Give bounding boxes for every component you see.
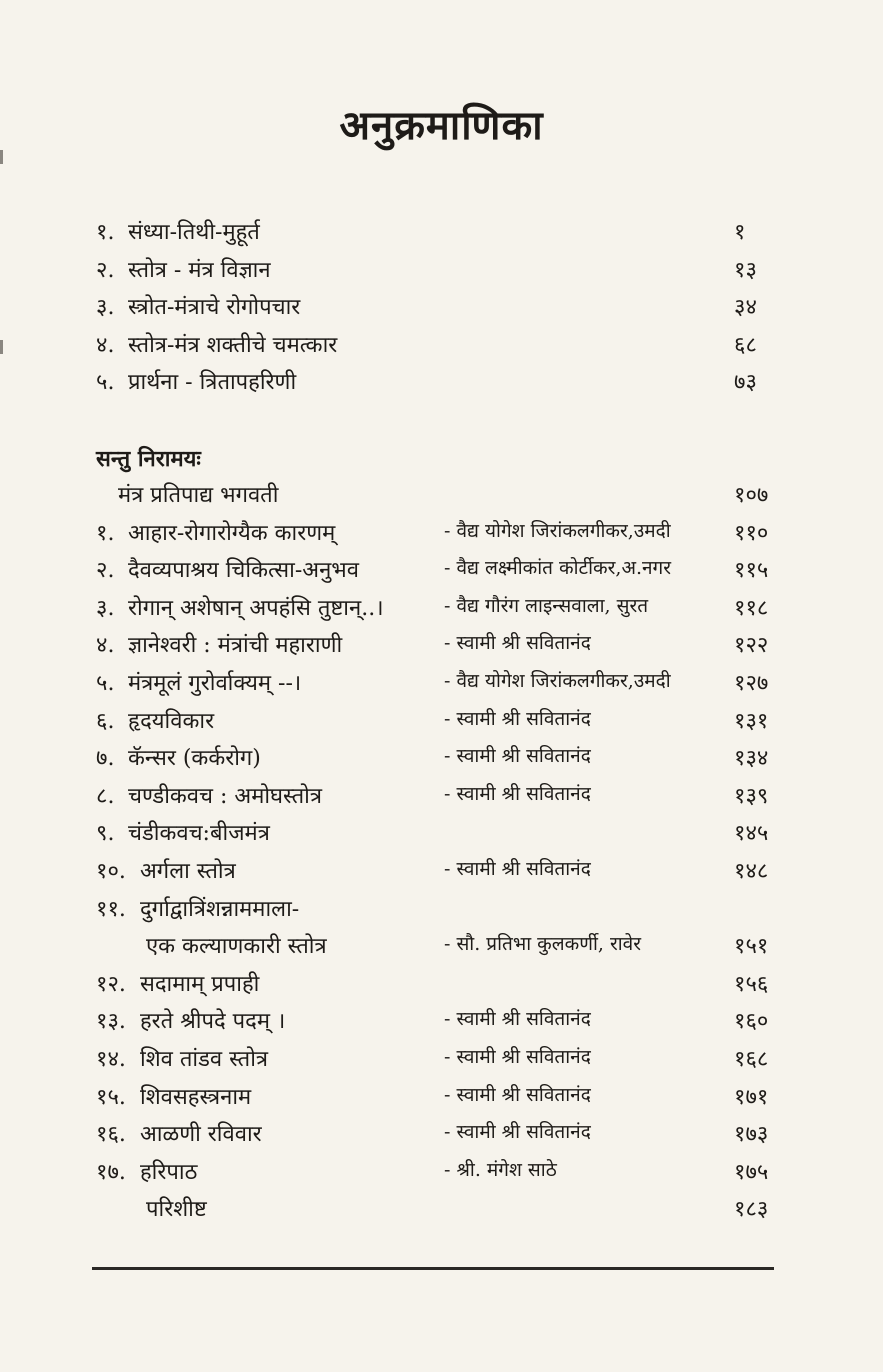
toc-entry [0, 629, 883, 665]
toc-entry-number: ६. [96, 708, 115, 734]
toc-entry-title: परिशीष्ट [146, 1197, 207, 1223]
toc-entry-page: ३४ [734, 295, 757, 320]
toc-entry-page: १८३ [734, 1197, 769, 1223]
toc-entry-title: अर्गला स्तोत्र [140, 859, 236, 884]
toc-entry-page: १३ [734, 257, 757, 283]
toc-entry-title: शिव तांडव स्तोत्र [140, 1047, 269, 1072]
toc-entry-number: २. [96, 257, 115, 283]
toc-entry-number: १७. [96, 1159, 126, 1185]
toc-entry-title: दुर्गाद्वात्रिंशन्नाममाला- [140, 896, 300, 922]
toc-entry-title: स्तोत्र - मंत्र विज्ञान [128, 257, 271, 283]
toc-entry [0, 366, 883, 402]
toc-entry-page: १३९ [734, 783, 769, 809]
toc-entry [0, 742, 883, 778]
toc-entry-author: - स्वामी श्री सवितानंद [444, 1121, 591, 1144]
toc-entry-number: ३. [96, 295, 115, 320]
toc-entry-number: ८. [96, 783, 115, 809]
toc-entry-page: १५१ [734, 934, 769, 960]
toc-entry-title: आळणी रविवार [140, 1122, 262, 1148]
toc-entry [0, 1043, 883, 1079]
toc-entry-author: - स्वामी श्री सवितानंद [444, 1008, 591, 1031]
toc-entry-title: दैवव्यपाश्रय चिकित्सा-अनुभव [128, 558, 359, 584]
toc-entry [0, 554, 883, 590]
page-title: अनुक्रमाणिका [339, 103, 544, 149]
toc-entry-title: एक कल्याणकारी स्तोत्र [146, 934, 327, 960]
scan-edge-mark [0, 150, 3, 164]
toc-entry-page: १ [734, 220, 746, 245]
toc-entry-page: १०७ [734, 483, 769, 508]
toc-entry [0, 817, 883, 853]
toc-entry-page: ११८ [734, 595, 769, 621]
toc-entry-author: - श्री. मंगेश साठे [444, 1158, 557, 1181]
toc-entry-author: - वैद्य लक्ष्मीकांत कोर्टीकर,अ.नगर [444, 557, 672, 580]
toc-entry-number: १२. [96, 971, 126, 997]
toc-entry-title: स्त्रोत-मंत्राचे रोगोपचार [128, 295, 301, 320]
toc-entry-title: रोगान् अशेषान् अपहंसि तुष्टान्..। [128, 595, 384, 621]
toc-entry-title: आहार-रोगारोग्यैक कारणम् [128, 520, 336, 546]
toc-entry-page: ११० [734, 520, 769, 546]
toc-entry-title: कॅन्सर (कर्करोग) [128, 746, 261, 772]
toc-entry-author: - स्वामी श्री सवितानंद [444, 707, 591, 730]
bottom-rule [92, 1267, 774, 1270]
toc-entry-page: १२७ [734, 671, 769, 696]
toc-entry-number: ५. [96, 671, 115, 696]
toc-entry-number: ३. [96, 595, 115, 621]
toc-entry-number: २. [96, 558, 115, 584]
toc-entry-page: १६८ [734, 1047, 769, 1072]
toc-entry-number: ५. [96, 370, 115, 395]
section-heading: सन्तु निरामयः [96, 447, 201, 472]
toc-entry [0, 1005, 883, 1041]
toc-entry-page: १७१ [734, 1084, 769, 1110]
toc-entry-page: १७५ [734, 1159, 769, 1185]
toc-entry [0, 930, 883, 966]
toc-entry-title: हरिपाठ [140, 1159, 198, 1185]
toc-entry-number: १३. [96, 1009, 126, 1035]
toc-entry-number: १. [96, 520, 115, 546]
toc-entry-author: - स्वामी श्री सवितानंद [444, 1083, 591, 1106]
toc-entry-author: - वैद्य योगेश जिरांकलगीकर,उमदी [444, 519, 671, 542]
toc-entry [0, 291, 883, 327]
toc-entry-page: १४५ [734, 821, 769, 847]
toc-entry-page: ६८ [734, 332, 757, 358]
toc-entry [0, 329, 883, 365]
toc-entry [0, 216, 883, 252]
toc-entry-author: - स्वामी श्री सवितानंद [444, 632, 591, 655]
toc-entry-number: १६. [96, 1122, 126, 1148]
toc-entry [0, 667, 883, 703]
toc-entry-page: १५६ [734, 971, 769, 997]
toc-entry-page: १४८ [734, 859, 769, 884]
toc-entry-title: चण्डीकवच : अमोघस्तोत्र [128, 783, 322, 809]
toc-entry-number: १०. [96, 859, 126, 884]
toc-entry [0, 705, 883, 741]
toc-entry-author: - स्वामी श्री सवितानंद [444, 745, 591, 768]
toc-entry-author: - सौ. प्रतिभा कुलकर्णी, रावेर [444, 933, 642, 956]
toc-entry [0, 254, 883, 290]
toc-entry-number: १४. [96, 1047, 126, 1072]
toc-entry [0, 479, 883, 515]
toc-entry-title: शिवसहस्त्रनाम [140, 1084, 252, 1110]
toc-entry-author: - स्वामी श्री सवितानंद [444, 782, 591, 805]
toc-entry-number: १५. [96, 1084, 126, 1110]
toc-entry-page: १३४ [734, 746, 769, 772]
toc-entry-title: ज्ञानेश्वरी : मंत्रांची महाराणी [128, 633, 343, 659]
toc-entry-page: १६० [734, 1009, 769, 1035]
toc-entry-number: ४. [96, 332, 115, 358]
toc-entry [0, 1156, 883, 1192]
toc-entry-title: संध्या-तिथी-मुहूर्त [128, 220, 260, 245]
toc-entry [0, 592, 883, 628]
toc-entry-title: मंत्र प्रतिपाद्य भगवती [118, 483, 279, 508]
toc-entry-title: मंत्रमूलं गुरोर्वाक्यम् --। [128, 671, 302, 696]
toc-entry-page: १२२ [734, 633, 769, 659]
toc-entry [0, 968, 883, 1004]
toc-entry-number: ७. [96, 746, 115, 772]
toc-entry [0, 855, 883, 891]
toc-entry-title: सदामाम् प्रपाही [140, 971, 260, 997]
toc-entry [0, 780, 883, 816]
toc-entry-author: - वैद्य योगेश जिरांकलगीकर,उमदी [444, 670, 671, 692]
toc-entry-author: - स्वामी श्री सवितानंद [444, 1046, 591, 1068]
toc-entry [0, 893, 883, 929]
toc-entry [0, 1118, 883, 1154]
toc-entry-title: चंडीकवच:बीजमंत्र [128, 821, 270, 847]
toc-entry [0, 1193, 883, 1229]
toc-entry-number: ११. [96, 896, 126, 922]
toc-entry-page: ७३ [734, 370, 757, 395]
toc-entry-number: ४. [96, 633, 115, 659]
toc-entry-title: हृदयविकार [128, 708, 215, 734]
toc-entry-title: हरते श्रीपदे पदम् । [140, 1009, 286, 1035]
toc-entry-page: ११५ [734, 558, 769, 584]
toc-entry-page: १७३ [734, 1122, 769, 1148]
toc-entry-number: १. [96, 220, 115, 245]
toc-entry-title: स्तोत्र-मंत्र शक्तीचे चमत्कार [128, 332, 338, 358]
toc-entry-author: - वैद्य गौरंग लाइन्सवाला, सुरत [444, 594, 649, 617]
toc-entry [0, 1081, 883, 1117]
toc-entry [0, 517, 883, 553]
toc-entry-page: १३१ [734, 708, 769, 734]
toc-entry-title: प्रार्थना - त्रितापहरिणी [128, 370, 297, 395]
toc-entry-number: ९. [96, 821, 115, 847]
toc-entry-author: - स्वामी श्री सवितानंद [444, 858, 591, 880]
